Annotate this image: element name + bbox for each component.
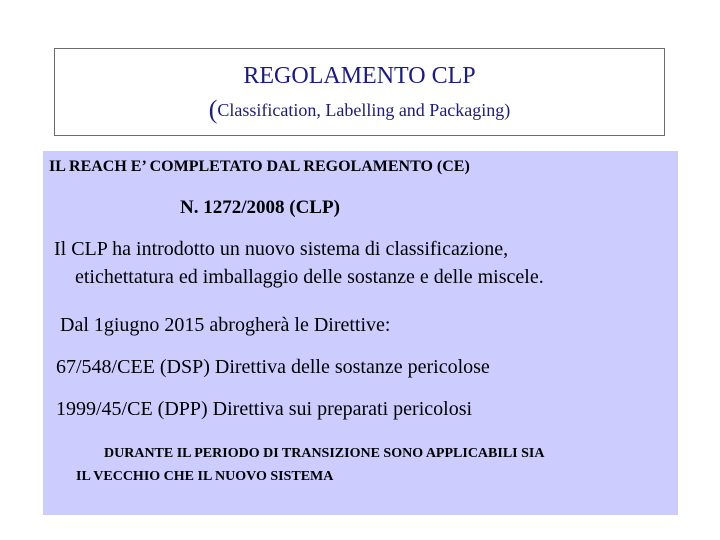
heading-regulation-number: N. 1272/2008 (CLP) (180, 197, 340, 218)
title-box (54, 48, 665, 136)
note-line2: IL VECCHIO CHE IL NUOVO SISTEMA (76, 469, 334, 484)
paragraph-clp-line2: etichettatura ed imballaggio delle sostanze e delle miscele. (75, 266, 544, 288)
paragraph-clp-line1: Il CLP ha introdotto un nuovo sistema di classificazione, (54, 238, 509, 260)
subtitle-text: Classification, Labelling and Packaging (217, 100, 505, 120)
heading-reach: IL REACH E’ COMPLETATO DAL REGOLAMENTO (CE) (49, 158, 470, 175)
slide-subtitle (55, 96, 664, 124)
paragraph-abrogation: Dal 1giugno 2015 abrogherà le Direttive: (60, 314, 391, 336)
slide-title: REGOLAMENTO CLP (243, 63, 476, 89)
note-line1: DURANTE IL PERIODO DI TRANSIZIONE SONO APPLICABILI SIA (104, 446, 545, 461)
content-panel (43, 151, 678, 515)
paragraph-directive-dsp: 67/548/CEE (DSP) Direttiva delle sostanze pericolose (56, 356, 490, 378)
subtitle-close-paren: ) (504, 100, 511, 120)
subtitle-open-paren: ( (208, 95, 218, 124)
paragraph-directive-dpp: 1999/45/CE (DPP) Direttiva sui preparati pericolosi (56, 398, 473, 420)
